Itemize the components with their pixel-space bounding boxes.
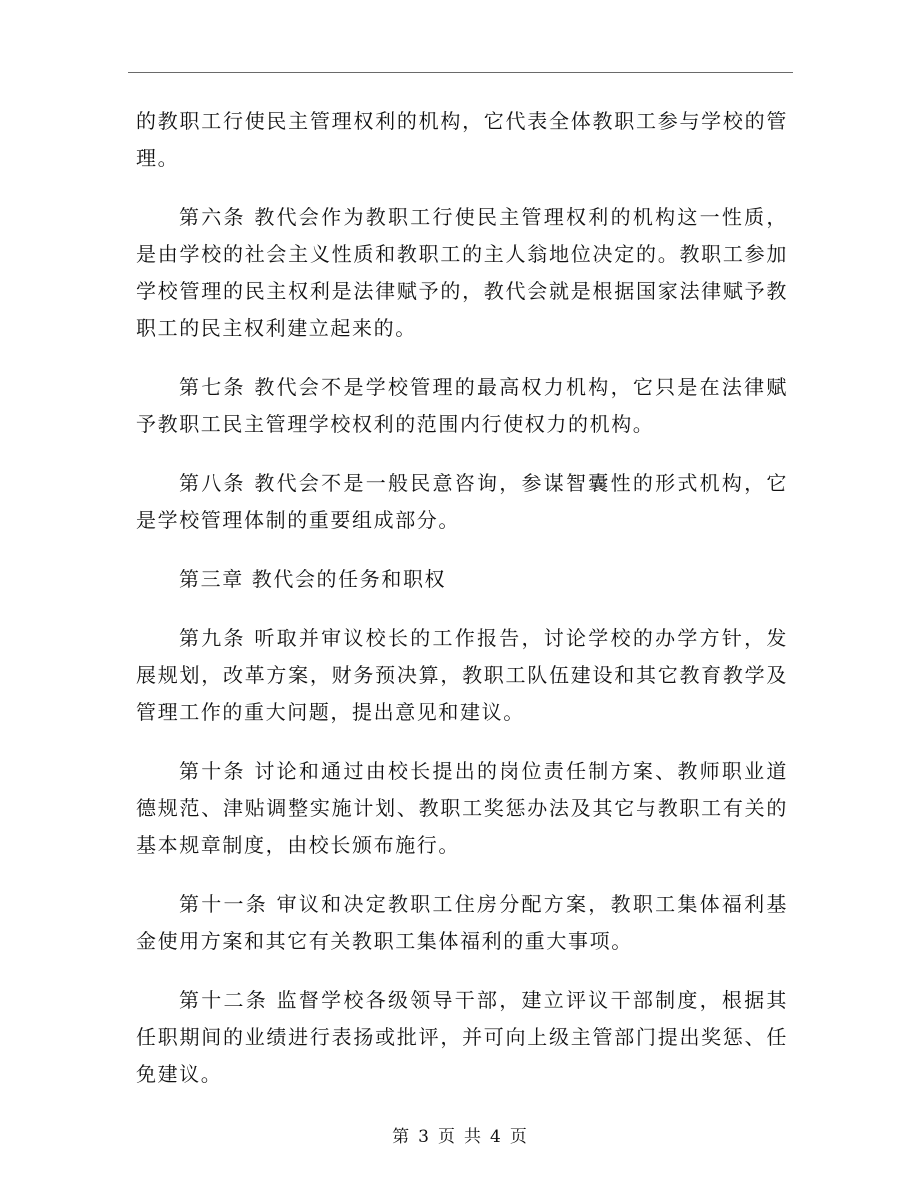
footer-suffix: 页 — [509, 1127, 528, 1147]
header-rule — [128, 72, 793, 73]
article-11: 第十一条 审议和决定教职工住房分配方案，教职工集体福利基金使用方案和其它有关教职工集体福利的重大事项。 — [136, 892, 788, 953]
footer-page-word: 页 — [438, 1127, 456, 1147]
footer-current-page: 3 — [418, 1127, 430, 1147]
article-8: 第八条 教代会不是一般民意咨询，参谋智囊性的形式机构，它是学校管理体制的重要组成部分。 — [136, 471, 788, 532]
article-10: 第十条 讨论和通过由校长提出的岗位责任制方案、教师职业道德规范、津贴调整实施计划、教职工奖惩办法及其它与教职工有关的基本规章制度，由校长颁布施行。 — [136, 759, 788, 857]
page-footer — [0, 1122, 920, 1147]
article-12: 第十二条 监督学校各级领导干部，建立评议干部制度，根据其任职期间的业绩进行表扬或批评，并可向上级主管部门提出奖惩、任免建议。 — [136, 988, 788, 1086]
paragraph-continuation: 的教职工行使民主管理权利的机构，它代表全体教职工参与学校的管理。 — [136, 109, 788, 170]
footer-prefix: 第 — [392, 1127, 411, 1147]
article-7: 第七条 教代会不是学校管理的最高权力机构，它只是在法律赋予教职工民主管理学校权利的范围内行使权力的机构。 — [136, 375, 788, 436]
footer-total-word: 共 — [464, 1127, 482, 1147]
document-body — [136, 103, 788, 1115]
chapter-3-heading: 第三章 教代会的任务和职权 — [179, 567, 447, 591]
footer-total-pages: 4 — [490, 1127, 502, 1147]
article-9: 第九条 听取并审议校长的工作报告，讨论学校的办学方针，发展规划，改革方案，财务预决算，教职工队伍建设和其它教育教学及管理工作的重大问题，提出意见和建议。 — [136, 626, 788, 724]
article-6: 第六条 教代会作为教职工行使民主管理权利的机构这一性质，是由学校的社会主义性质和教职工的主人翁地位决定的。教职工参加学校管理的民主权利是法律赋予的，教代会就是根据国家法律赋予教职工的民主权利建立起来的。 — [136, 205, 788, 340]
